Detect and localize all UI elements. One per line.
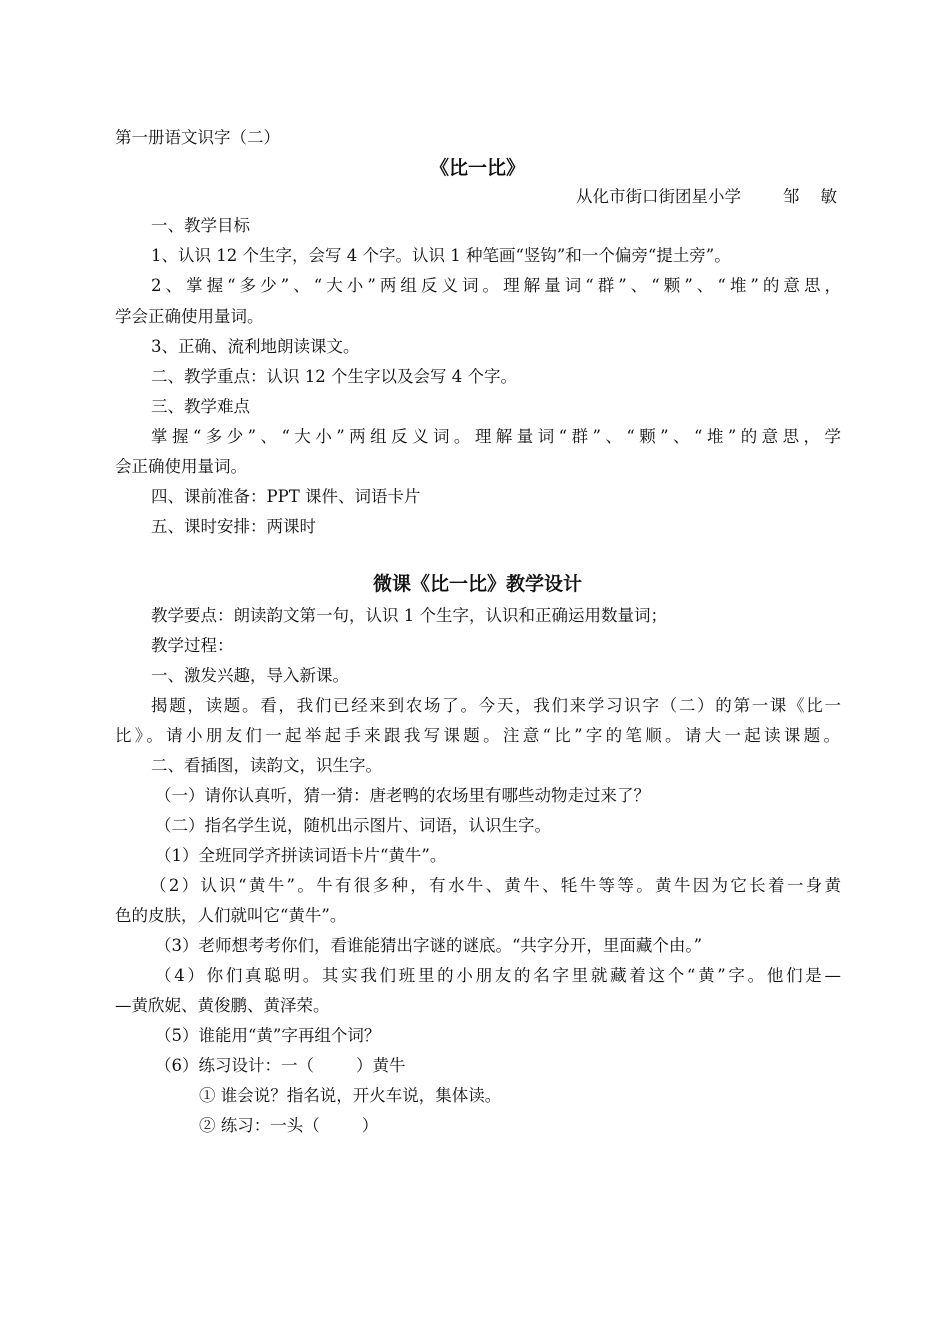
paragraph-line: 一、教学目标: [151, 216, 250, 235]
paragraph-line: 三、教学难点: [151, 397, 250, 416]
paragraph-line: 3、正确、流利地朗读课文。: [151, 337, 360, 356]
paragraph-line: —黄欣妮、黄俊鹏、黄泽荣。: [115, 996, 330, 1015]
paragraph-line: （一）请你认真听，猜一猜：唐老鸭的农场里有哪些动物走过来了？: [155, 786, 650, 805]
paragraph-line: 2、掌握“多少”、“大小”两组反义词。理解量词“群”、“颗”、“堆”的意思，: [151, 276, 841, 295]
paragraph-line: 二、看插图，读韵文，识生字。: [151, 756, 382, 775]
paragraph-line: 揭题，读题。看，我们已经来到农场了。今天，我们来学习识字（二）的第一课《比一: [151, 696, 841, 715]
paragraph-line: ② 练习：一头（ ）: [199, 1116, 379, 1135]
paragraph-line: 会正确使用量词。: [115, 457, 247, 476]
paragraph-line: （6）练习设计：一（ ）黄牛: [155, 1056, 406, 1075]
paragraph-line: 掌握“多少”、“大小”两组反义词。理解量词“群”、“颗”、“堆”的意思，学: [151, 427, 841, 446]
paragraph-line: （2）认识“黄牛”。牛有很多种，有水牛、黄牛、牦牛等等。黄牛因为它长着一身黄: [150, 876, 841, 895]
paragraph-line: 四、课前准备：PPT 课件、词语卡片: [151, 487, 421, 506]
paragraph-line: （4）你们真聪明。其实我们班里的小朋友的名字里就藏着这个“黄”字。他们是—: [155, 966, 841, 985]
author-line: 从化市街口街团星小学 邹 敏: [576, 187, 837, 206]
document-header: 第一册语文识字（二）: [115, 128, 280, 147]
lesson-title: 《比一比》: [429, 157, 525, 179]
paragraph-line: 一、激发兴趣，导入新课。: [151, 666, 349, 685]
section-title: 微课《比一比》教学设计: [372, 573, 582, 595]
paragraph-line: （1）全班同学齐拼读词语卡片“黄牛”。: [155, 846, 447, 865]
paragraph-line: 五、课时安排：两课时: [151, 517, 316, 536]
paragraph-line: 二、教学重点：认识 12 个生字以及会写 4 个字。: [151, 367, 517, 386]
paragraph-line: （二）指名学生说，随机出示图片、词语，认识生字。: [155, 816, 551, 835]
paragraph-line: 1、认识 12 个生字，会写 4 个字。认识 1 种笔画“竖钩”和一个偏旁“提土旁”。: [151, 246, 731, 265]
paragraph-line: 色的皮肤，人们就叫它“黄牛”。: [115, 906, 347, 925]
paragraph-line: ① 谁会说？指名说，开火车说，集体读。: [199, 1086, 502, 1105]
paragraph-line: （5）谁能用“黄”字再组个词？: [155, 1026, 381, 1045]
paragraph-line: 比》。请小朋友们一起举起手来跟我写课题。注意“比”字的笔顺。请大一起读课题。: [115, 726, 840, 745]
paragraph-line: 教学过程：: [151, 636, 234, 655]
paragraph-line: 教学要点：朗读韵文第一句，认识 1 个生字，认识和正确运用数量词；: [151, 606, 667, 625]
paragraph-line: （3）老师想考考你们，看谁能猜出字谜的谜底。“共字分开，里面藏个由。”: [155, 936, 703, 955]
paragraph-line: 学会正确使用量词。: [115, 307, 264, 326]
